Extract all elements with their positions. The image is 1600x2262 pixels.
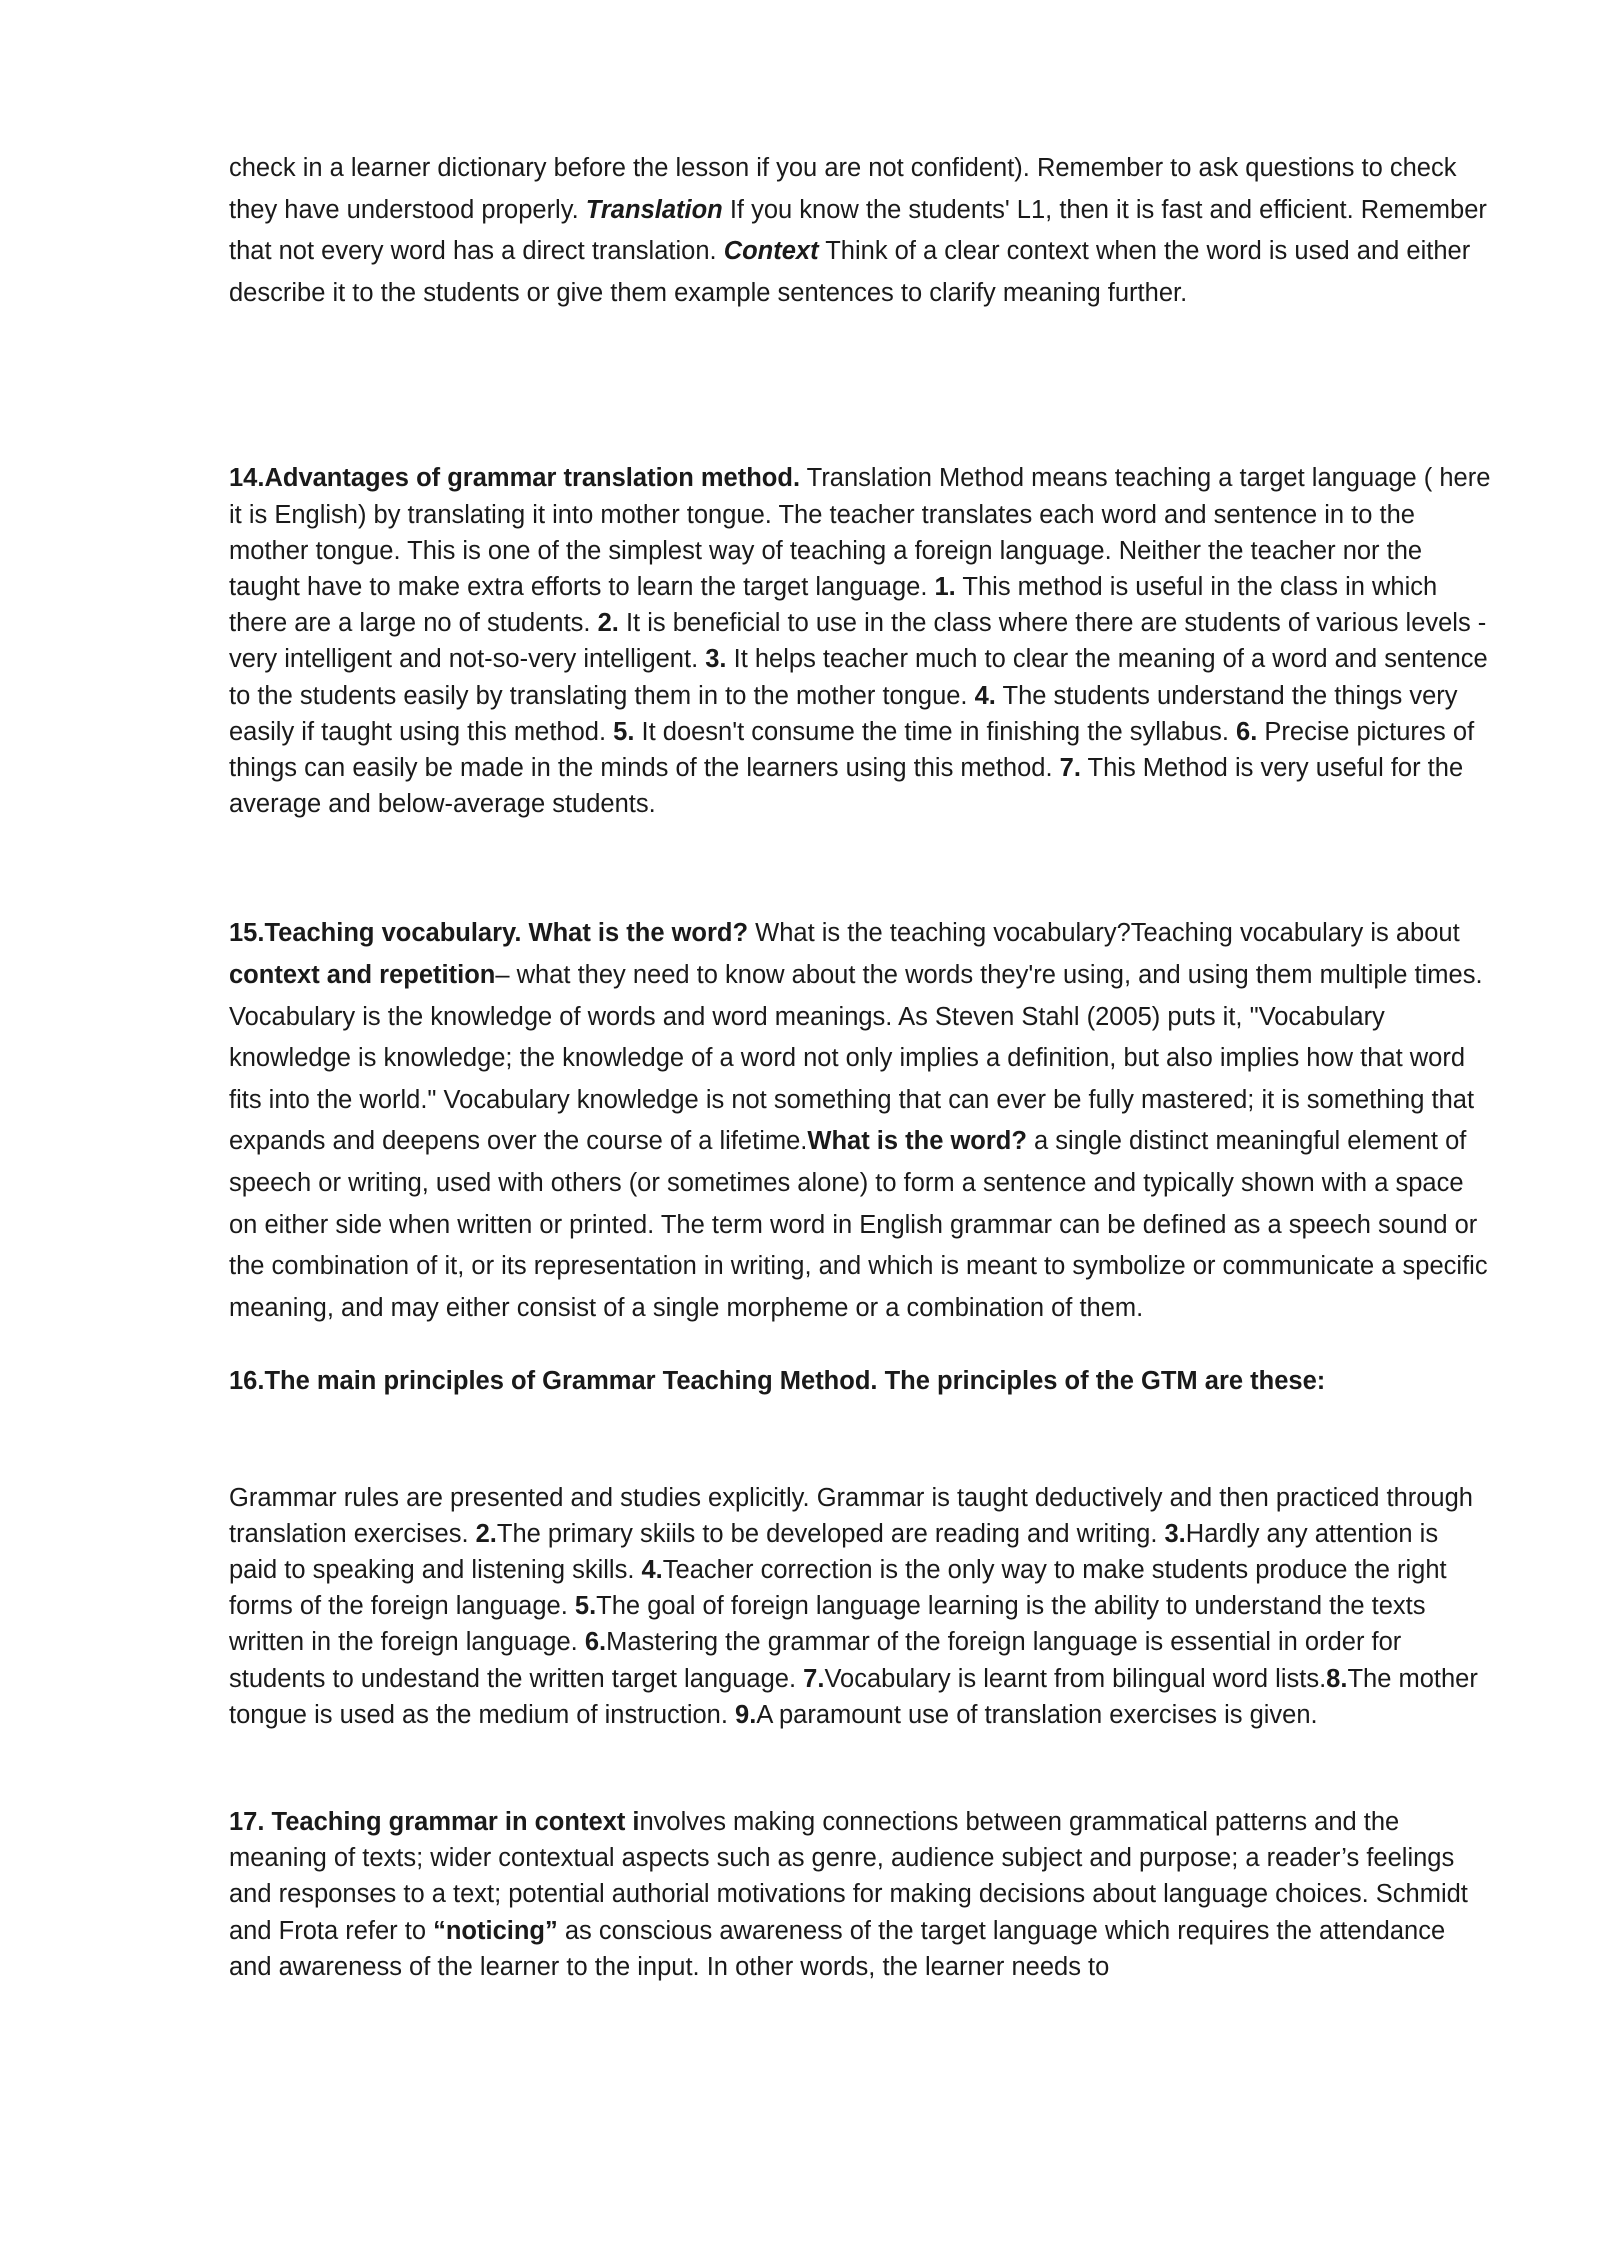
list-number: 1. — [934, 572, 956, 601]
section-16-heading: 16.The main principles of Grammar Teaching Method. The principles of the GTM are these: — [229, 1367, 1326, 1396]
section-15-heading: 15.Teaching vocabulary. What is the word? — [229, 919, 749, 948]
list-text: It doesn't consume the time in finishing the syllabus. — [634, 717, 1237, 746]
section-15-text: a single distinct meaningful element of speech or writing, used with others (or sometimes alone) to form a sentence and typically shown with a space on either side when written or printed. The term word in English grammar can be defined as a speech sound or the combination of it, or its representation in writing, and which is meant to symbolize or communicate a specific meaning, and may either consist of a single morpheme or a combination of them. — [229, 1127, 1488, 1322]
section-15-text: What is the teaching vocabulary?Teaching vocabulary is about — [748, 919, 1460, 948]
intro-paragraph — [229, 148, 1491, 314]
list-text: Hardly any attention is paid to speaking and listening skills. — [229, 1519, 1439, 1584]
section-15-text: – what they need to know about the words they're using, and using them multiple times. Vocabulary is the knowledge of words and word meanings. As Steven Stahl (2005) puts it, "Vocabulary knowledge is knowledge; the knowledge of a word not only implies a definition, but also implies how that word fits into the world." Vocabulary knowledge is not something that can ever be fully mastered; it is something that expands and deepens over the course of a lifetime. — [229, 961, 1483, 1156]
section-17-text: as conscious awareness of the target language which requires the attendance and awareness of the learner to the input. In other words, the learner needs to — [229, 1916, 1446, 1981]
translation-label: Translation — [585, 195, 723, 224]
list-number: 3. — [1164, 1519, 1186, 1548]
list-number: 6. — [1236, 717, 1258, 746]
intro-text-1: check in a learner dictionary before the lesson if you are not confident). Remember to ask questions to check they have understood properly. — [229, 154, 1457, 224]
list-number: 2. — [475, 1519, 497, 1548]
context-label: Context — [723, 237, 819, 266]
section-17-paragraph — [229, 1804, 1491, 1985]
list-text: The mother tongue is used as the medium of instruction. — [229, 1664, 1478, 1729]
section-16-paragraph — [229, 1480, 1491, 1733]
section-14-text: Translation Method means teaching a target language ( here it is English) by translating it into mother tongue. The teacher translates each word and sentence in to the mother tongue. This is one of the simplest way of teaching a foreign language. Neither the teacher nor the taught have to make extra efforts to learn the target language. — [229, 464, 1491, 601]
intro-text-2: If you know the students' L1, then it is fast and efficient. Remember that not every word has a direct translation. — [229, 195, 1487, 266]
intro-text-3: Think of a clear context when the word is used and either describe it to the students or give them example sentences to clarify meaning further. — [229, 237, 1471, 307]
list-text: Mastering the grammar of the foreign language is essential in order for students to undestand the written target language. — [229, 1628, 1402, 1693]
what-is-word-subheading: What is the word? — [807, 1127, 1027, 1156]
section-15-paragraph — [229, 913, 1491, 1329]
list-text: Precise pictures of things can easily be made in the minds of the learners using this method. — [229, 717, 1475, 782]
list-text: It is beneficial to use in the class where there are students of various levels - very intelligent and not-so-very intelligent. — [229, 609, 1487, 674]
list-number: 7. — [803, 1664, 825, 1693]
list-text: It helps teacher much to clear the meaning of a word and sentence to the students easily by translating them in to the mother tongue. — [229, 645, 1488, 710]
section-17-text: nvolves making connections between grammatical patterns and the meaning of texts; wider contextual aspects such as genre, audience subject and purpose; a reader’s feelings and responses to a text; potential authorial motivations for making decisions about language choices. Schmidt and Frota refer to — [229, 1807, 1468, 1945]
list-number: 2. — [597, 609, 619, 638]
list-number: 6. — [584, 1628, 607, 1657]
page-content — [229, 148, 1491, 1985]
list-text: Vocabulary is learnt from bilingual word lists. — [824, 1664, 1327, 1693]
list-text: This method is useful in the class in which there are a large no of students. — [229, 572, 1438, 638]
list-number: 4. — [974, 681, 996, 710]
list-text: This Method is very useful for the average and below-average students. — [229, 754, 1464, 819]
list-text: The goal of foreign language learning is the ability to understand the texts written in the foreign language. — [229, 1592, 1426, 1657]
list-text: The primary skiils to be developed are reading and writing. — [496, 1519, 1165, 1548]
list-number: 9. — [735, 1700, 757, 1729]
noticing-term: “noticing” — [433, 1916, 558, 1945]
section-14-paragraph — [229, 460, 1491, 822]
list-text: A paramount use of translation exercises is given. — [756, 1700, 1318, 1729]
list-number: 8. — [1326, 1664, 1348, 1693]
section-17-heading: 17. Teaching grammar in context i — [229, 1807, 640, 1836]
list-text: Teacher correction is the only way to make students produce the right forms of the foreign language. — [229, 1555, 1447, 1621]
list-number: 4. — [641, 1555, 663, 1584]
list-number: 5. — [613, 717, 635, 746]
list-number: 7. — [1059, 754, 1081, 782]
list-number: 3. — [705, 645, 727, 674]
section-14-heading: 14.Advantages of grammar translation method. — [229, 464, 801, 493]
section-16-text: Grammar rules are presented and studies explicitly. Grammar is taught deductively and then practiced through translation exercises. — [229, 1483, 1473, 1548]
context-repetition-term: context and repetition — [229, 961, 496, 989]
list-text: The students understand the things very easily if taught using this method. — [229, 681, 1458, 746]
list-number: 5. — [574, 1592, 597, 1621]
